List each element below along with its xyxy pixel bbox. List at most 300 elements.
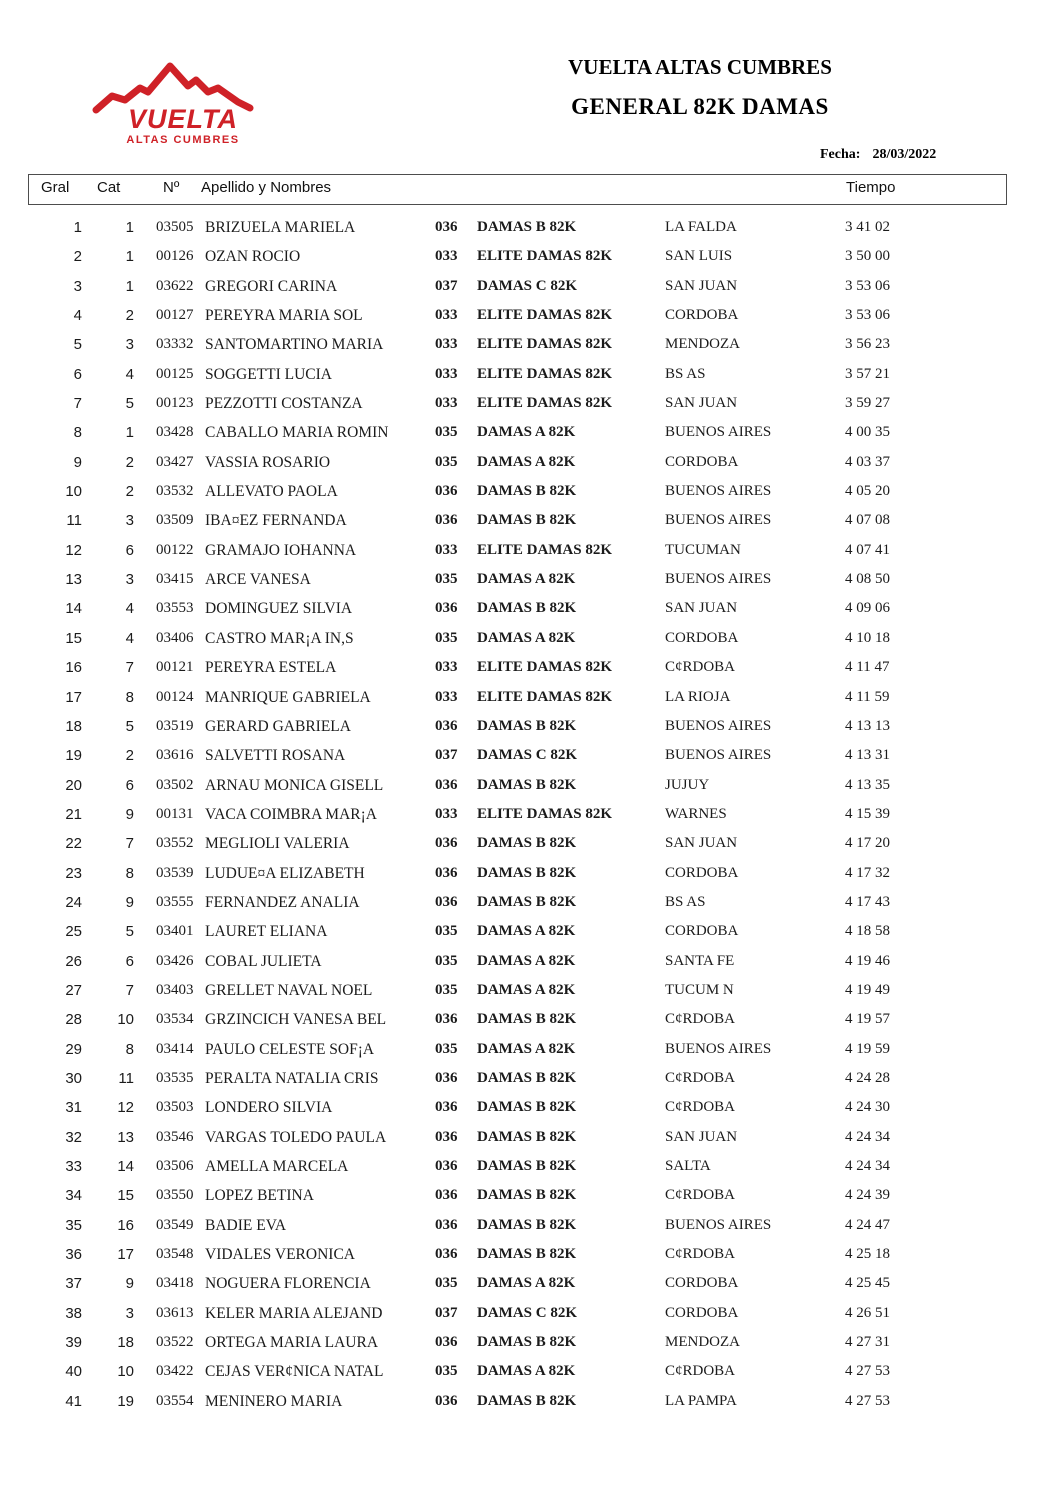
table-row	[0, 829, 1058, 858]
table-row	[0, 1064, 1058, 1093]
result-city: BUENOS AIRES	[665, 483, 772, 500]
result-rank: 5	[73, 336, 82, 354]
result-category-code: 036	[435, 1392, 458, 1409]
result-category-name: DAMAS C 82K	[477, 1304, 577, 1321]
result-bib: 03532	[156, 483, 194, 500]
result-rank: 12	[65, 541, 82, 559]
result-time: 4 13 31	[845, 747, 890, 764]
result-category-name: DAMAS A 82K	[477, 952, 576, 969]
table-row	[0, 1328, 1058, 1357]
result-name: PAULO CELESTE SOF¡A	[205, 1040, 375, 1058]
result-cat-rank: 10	[117, 1011, 134, 1029]
result-time: 4 26 51	[845, 1304, 890, 1321]
result-city: TUCUM N	[665, 981, 734, 998]
result-category-name: DAMAS A 82K	[477, 1040, 576, 1057]
result-bib: 03549	[156, 1216, 194, 1233]
table-row	[0, 565, 1058, 594]
result-rank: 37	[65, 1275, 82, 1293]
result-rank: 21	[65, 805, 82, 823]
result-category-name: ELITE DAMAS 82K	[477, 365, 613, 382]
result-bib: 03403	[156, 981, 194, 998]
result-bib: 03539	[156, 864, 194, 881]
result-time: 4 27 53	[845, 1392, 890, 1409]
result-bib: 03509	[156, 512, 194, 529]
result-city: LA RIOJA	[665, 688, 731, 705]
result-category-code: 033	[435, 307, 458, 324]
result-category-name: DAMAS B 82K	[477, 1128, 577, 1145]
result-time: 4 17 20	[845, 835, 890, 852]
result-bib: 03502	[156, 776, 194, 793]
result-bib: 03519	[156, 717, 194, 734]
result-city: SAN JUAN	[665, 1128, 738, 1145]
result-category-name: DAMAS B 82K	[477, 893, 577, 910]
result-rank: 14	[65, 600, 82, 618]
result-category-name: DAMAS B 82K	[477, 483, 577, 500]
result-rank: 26	[65, 952, 82, 970]
result-category-name: DAMAS B 82K	[477, 1392, 577, 1409]
result-category-code: 036	[435, 717, 458, 734]
result-rank: 38	[65, 1304, 82, 1322]
table-row	[0, 653, 1058, 682]
result-name: ORTEGA MARIA LAURA	[205, 1334, 379, 1352]
result-category-code: 036	[435, 1158, 458, 1174]
result-time: 3 50 00	[845, 248, 890, 265]
result-bib: 00122	[156, 541, 194, 558]
table-row	[0, 683, 1058, 712]
result-category-name: ELITE DAMAS 82K	[477, 688, 613, 705]
result-category-code: 036	[435, 1187, 458, 1204]
table-row	[0, 594, 1058, 623]
result-cat-rank: 11	[118, 1069, 134, 1087]
result-name: BADIE EVA	[205, 1216, 287, 1234]
result-name: SALVETTI ROSANA	[205, 747, 346, 765]
result-rank: 17	[65, 688, 82, 706]
result-city: BUENOS AIRES	[665, 747, 772, 764]
result-bib: 03426	[156, 952, 194, 969]
table-row	[0, 1387, 1058, 1416]
result-cat-rank: 3	[125, 571, 134, 589]
result-rank: 18	[65, 717, 82, 735]
result-city: SAN JUAN	[665, 395, 738, 412]
result-cat-rank: 1	[125, 277, 134, 295]
result-time: 3 41 02	[845, 219, 890, 235]
table-row	[0, 213, 1058, 242]
result-bib: 00125	[156, 365, 194, 382]
result-category-code: 035	[435, 923, 458, 940]
result-bib: 00126	[156, 248, 194, 265]
result-category-code: 033	[435, 365, 458, 382]
result-name: COBAL JULIETA	[205, 952, 322, 970]
result-cat-rank: 10	[117, 1363, 134, 1381]
result-city: SALTA	[665, 1158, 711, 1174]
result-cat-rank: 7	[125, 981, 134, 999]
results-table	[0, 213, 1058, 1416]
table-row	[0, 272, 1058, 301]
result-category-code: 036	[435, 1099, 458, 1116]
result-bib: 00124	[156, 688, 194, 705]
result-name: SANTOMARTINO MARIA	[205, 336, 384, 354]
result-category-name: DAMAS B 82K	[477, 600, 577, 617]
result-time: 4 07 41	[845, 541, 890, 558]
result-category-name: DAMAS A 82K	[477, 424, 576, 441]
result-city: BS AS	[665, 365, 706, 382]
result-time: 3 59 27	[845, 395, 890, 412]
table-row	[0, 1035, 1058, 1064]
result-city: C¢RDOBA	[665, 1099, 736, 1116]
result-cat-rank: 4	[125, 600, 134, 618]
result-category-name: DAMAS B 82K	[477, 1158, 577, 1174]
result-category-name: ELITE DAMAS 82K	[477, 248, 613, 265]
result-rank: 6	[73, 365, 82, 383]
result-cat-rank: 1	[125, 424, 134, 442]
result-cat-rank: 8	[125, 864, 134, 882]
result-name: GREGORI CARINA	[205, 277, 338, 295]
result-cat-rank: 2	[125, 307, 134, 325]
result-name: LONDERO SILVIA	[205, 1099, 333, 1117]
result-rank: 13	[65, 571, 82, 589]
result-city: BUENOS AIRES	[665, 424, 772, 441]
result-bib: 00131	[156, 805, 194, 822]
result-category-code: 035	[435, 952, 458, 969]
result-cat-rank: 7	[125, 659, 134, 677]
result-time: 4 11 47	[845, 659, 890, 676]
result-name: CASTRO MAR¡A IN,S	[205, 629, 354, 647]
result-bib: 03546	[156, 1128, 194, 1145]
result-category-code: 036	[435, 1069, 458, 1086]
result-category-code: 036	[435, 864, 458, 881]
result-name: ARCE VANESA	[205, 571, 311, 589]
result-rank: 30	[65, 1069, 82, 1087]
table-row	[0, 1123, 1058, 1152]
result-time: 4 24 39	[845, 1187, 890, 1204]
result-bib: 03418	[156, 1275, 194, 1292]
result-name: MEGLIOLI VALERIA	[205, 835, 350, 853]
table-row	[0, 536, 1058, 565]
result-rank: 29	[65, 1040, 82, 1058]
result-city: C¢RDOBA	[665, 659, 736, 676]
result-name: MENINERO MARIA	[205, 1392, 343, 1410]
result-name: AMELLA MARCELA	[205, 1158, 349, 1175]
result-name: LAURET ELIANA	[205, 923, 328, 941]
result-time: 4 19 59	[845, 1040, 890, 1057]
result-cat-rank: 9	[125, 893, 134, 911]
result-bib: 03422	[156, 1363, 194, 1380]
result-category-name: ELITE DAMAS 82K	[477, 659, 613, 676]
result-name: PEREYRA ESTELA	[205, 659, 337, 677]
result-city: CORDOBA	[665, 864, 739, 881]
table-row	[0, 1152, 1058, 1181]
column-header-num: Nº	[163, 179, 180, 196]
result-rank: 1	[73, 219, 82, 236]
result-category-code: 033	[435, 248, 458, 265]
result-time: 4 13 35	[845, 776, 890, 793]
result-bib: 03555	[156, 893, 194, 910]
result-name: VASSIA ROSARIO	[205, 453, 331, 471]
result-rank: 36	[65, 1246, 82, 1264]
result-time: 4 07 08	[845, 512, 890, 529]
result-name: NOGUERA FLORENCIA	[205, 1275, 371, 1293]
result-cat-rank: 3	[125, 336, 134, 354]
result-category-name: DAMAS B 82K	[477, 776, 577, 793]
result-name: VARGAS TOLEDO PAULA	[205, 1128, 387, 1146]
table-row	[0, 1211, 1058, 1240]
result-bib: 03503	[156, 1099, 194, 1116]
result-rank: 11	[66, 512, 82, 530]
result-category-code: 036	[435, 893, 458, 910]
result-rank: 41	[65, 1392, 82, 1410]
result-cat-rank: 3	[125, 512, 134, 530]
result-city: SAN LUIS	[665, 248, 733, 265]
result-city: C¢RDOBA	[665, 1011, 736, 1028]
result-rank: 31	[65, 1099, 82, 1117]
result-category-code: 033	[435, 688, 458, 705]
result-category-code: 036	[435, 512, 458, 529]
result-bib: 03505	[156, 219, 194, 235]
result-city: MENDOZA	[665, 336, 740, 353]
result-time: 4 13 13	[845, 717, 890, 734]
table-row	[0, 1269, 1058, 1298]
table-row	[0, 947, 1058, 976]
result-name: FERNANDEZ ANALIA	[205, 893, 360, 911]
table-row	[0, 859, 1058, 888]
table-row	[0, 1357, 1058, 1386]
result-cat-rank: 5	[125, 717, 134, 735]
result-cat-rank: 15	[117, 1187, 134, 1205]
result-name: IBA¤EZ FERNANDA	[205, 512, 347, 530]
result-category-name: DAMAS C 82K	[477, 747, 577, 764]
result-rank: 4	[73, 307, 82, 325]
result-bib: 03414	[156, 1040, 194, 1057]
result-city: CORDOBA	[665, 923, 739, 940]
result-name: MANRIQUE GABRIELA	[205, 688, 371, 706]
result-category-name: ELITE DAMAS 82K	[477, 395, 613, 412]
result-name: VACA COIMBRA MAR¡A	[205, 805, 377, 823]
result-cat-rank: 6	[125, 952, 134, 970]
result-time: 4 00 35	[845, 424, 890, 441]
table-row	[0, 389, 1058, 418]
result-cat-rank: 4	[125, 365, 134, 383]
result-city: BUENOS AIRES	[665, 571, 772, 588]
result-cat-rank: 14	[117, 1158, 134, 1175]
column-header-name: Apellido y Nombres	[201, 179, 332, 196]
result-name: DOMINGUEZ SILVIA	[205, 600, 353, 618]
result-category-name: DAMAS A 82K	[477, 1363, 576, 1380]
result-city: JUJUY	[665, 776, 710, 793]
table-row	[0, 242, 1058, 271]
result-category-name: DAMAS A 82K	[477, 923, 576, 940]
result-category-name: DAMAS B 82K	[477, 512, 577, 529]
result-rank: 28	[65, 1011, 82, 1029]
result-name: PEREYRA MARIA SOL	[205, 307, 363, 325]
result-category-code: 035	[435, 571, 458, 588]
result-rank: 23	[65, 864, 82, 882]
result-bib: 00121	[156, 659, 194, 676]
result-rank: 33	[65, 1158, 82, 1175]
result-name: PERALTA NATALIA CRIS	[205, 1069, 379, 1087]
result-city: MENDOZA	[665, 1334, 740, 1351]
result-cat-rank: 13	[117, 1128, 134, 1146]
result-city: LA FALDA	[665, 219, 737, 235]
result-cat-rank: 9	[125, 1275, 134, 1293]
result-time: 4 24 28	[845, 1069, 890, 1086]
result-category-name: DAMAS B 82K	[477, 864, 577, 881]
result-name: GERARD GABRIELA	[205, 717, 351, 735]
result-rank: 35	[65, 1216, 82, 1234]
result-time: 4 15 39	[845, 805, 890, 822]
result-time: 4 27 53	[845, 1363, 890, 1380]
result-category-name: DAMAS B 82K	[477, 717, 577, 734]
result-rank: 32	[65, 1128, 82, 1146]
result-time: 4 24 47	[845, 1216, 890, 1233]
date-label: Fecha:	[820, 147, 861, 162]
result-city: CORDOBA	[665, 453, 739, 470]
result-rank: 2	[73, 248, 82, 266]
result-category-name: DAMAS B 82K	[477, 835, 577, 852]
result-name: CABALLO MARIA ROMIN	[205, 424, 389, 442]
result-cat-rank: 16	[117, 1216, 134, 1234]
result-category-code: 033	[435, 336, 458, 353]
result-time: 4 17 32	[845, 864, 890, 881]
result-category-name: DAMAS A 82K	[477, 1275, 576, 1292]
table-row	[0, 771, 1058, 800]
result-time: 4 18 58	[845, 923, 890, 940]
result-category-code: 036	[435, 219, 458, 235]
result-time: 4 11 59	[845, 688, 890, 705]
result-time: 4 25 45	[845, 1275, 890, 1292]
table-row	[0, 1299, 1058, 1328]
result-rank: 7	[73, 395, 82, 413]
result-time: 4 27 31	[845, 1334, 890, 1351]
logo-text: VUELTA	[128, 104, 238, 134]
table-row	[0, 888, 1058, 917]
result-time: 4 19 49	[845, 981, 890, 998]
result-category-name: DAMAS B 82K	[477, 1246, 577, 1263]
result-time: 4 24 34	[845, 1128, 890, 1145]
result-bib: 00123	[156, 395, 194, 412]
result-cat-rank: 2	[125, 747, 134, 765]
table-row	[0, 506, 1058, 535]
result-bib: 03550	[156, 1187, 194, 1204]
table-row	[0, 418, 1058, 447]
result-category-name: DAMAS A 82K	[477, 981, 576, 998]
result-cat-rank: 1	[125, 248, 134, 266]
result-category-code: 033	[435, 541, 458, 558]
table-row	[0, 1005, 1058, 1034]
result-category-name: DAMAS B 82K	[477, 1069, 577, 1086]
result-cat-rank: 19	[117, 1392, 134, 1410]
result-time: 4 17 43	[845, 893, 890, 910]
result-name: GRELLET NAVAL NOEL	[205, 981, 373, 999]
result-category-name: DAMAS B 82K	[477, 219, 577, 235]
table-row	[0, 800, 1058, 829]
table-row	[0, 976, 1058, 1005]
result-name: KELER MARIA ALEJAND	[205, 1304, 383, 1322]
result-category-code: 037	[435, 277, 458, 294]
result-rank: 16	[65, 659, 82, 677]
result-city: BUENOS AIRES	[665, 512, 772, 529]
result-category-code: 036	[435, 1011, 458, 1028]
result-category-name: ELITE DAMAS 82K	[477, 307, 613, 324]
table-row	[0, 1093, 1058, 1122]
result-time: 3 53 06	[845, 307, 890, 324]
result-category-code: 036	[435, 1246, 458, 1263]
result-cat-rank: 12	[117, 1099, 134, 1117]
result-bib: 03428	[156, 424, 194, 441]
table-row	[0, 1240, 1058, 1269]
result-rank: 27	[65, 981, 82, 999]
result-city: BUENOS AIRES	[665, 1040, 772, 1057]
result-cat-rank: 6	[125, 776, 134, 794]
result-bib: 03332	[156, 336, 194, 353]
result-category-code: 036	[435, 776, 458, 793]
page-subtitle: GENERAL 82K DAMAS	[571, 94, 829, 119]
result-name: CEJAS VER¢NICA NATAL	[205, 1363, 384, 1381]
result-city: CORDOBA	[665, 629, 739, 646]
result-bib: 03616	[156, 747, 194, 764]
result-time: 4 19 57	[845, 1011, 890, 1028]
result-bib: 03406	[156, 629, 194, 646]
result-name: PEZZOTTI COSTANZA	[205, 395, 363, 413]
result-category-name: DAMAS A 82K	[477, 571, 576, 588]
result-bib: 03548	[156, 1246, 194, 1263]
result-cat-rank: 5	[125, 395, 134, 413]
result-bib: 03427	[156, 453, 194, 470]
result-city: C¢RDOBA	[665, 1363, 736, 1380]
result-cat-rank: 2	[125, 453, 134, 471]
result-time: 3 57 21	[845, 365, 890, 382]
result-cat-rank: 5	[125, 923, 134, 941]
result-cat-rank: 2	[125, 483, 134, 501]
result-cat-rank: 6	[125, 541, 134, 559]
result-city: WARNES	[665, 805, 727, 822]
table-row	[0, 448, 1058, 477]
table-row	[0, 712, 1058, 741]
result-category-name: DAMAS B 82K	[477, 1334, 577, 1351]
result-name: OZAN ROCIO	[205, 248, 301, 266]
table-row	[0, 301, 1058, 330]
result-category-code: 035	[435, 1040, 458, 1057]
result-category-code: 036	[435, 600, 458, 617]
result-bib: 03415	[156, 571, 194, 588]
table-header	[28, 174, 1007, 205]
result-cat-rank: 3	[125, 1304, 134, 1322]
result-category-name: DAMAS B 82K	[477, 1187, 577, 1204]
result-rank: 15	[65, 629, 82, 647]
result-rank: 22	[65, 835, 82, 853]
result-bib: 03506	[156, 1158, 194, 1174]
result-rank: 9	[73, 453, 82, 471]
result-category-code: 036	[435, 483, 458, 500]
table-row	[0, 330, 1058, 359]
result-bib: 03401	[156, 923, 194, 940]
result-cat-rank: 8	[125, 1040, 134, 1058]
result-bib: 03613	[156, 1304, 194, 1321]
result-cat-rank: 18	[117, 1334, 134, 1352]
result-name: GRAMAJO IOHANNA	[205, 541, 357, 559]
result-category-code: 035	[435, 1363, 458, 1380]
result-city: SAN JUAN	[665, 277, 738, 294]
result-rank: 40	[65, 1363, 82, 1381]
result-bib: 03535	[156, 1069, 194, 1086]
result-name: ARNAU MONICA GISELL	[205, 776, 384, 794]
table-row	[0, 1181, 1058, 1210]
result-category-code: 035	[435, 981, 458, 998]
result-city: CORDOBA	[665, 1275, 739, 1292]
result-time: 4 08 50	[845, 571, 890, 588]
result-city: C¢RDOBA	[665, 1069, 736, 1086]
table-row	[0, 741, 1058, 770]
result-category-code: 033	[435, 395, 458, 412]
